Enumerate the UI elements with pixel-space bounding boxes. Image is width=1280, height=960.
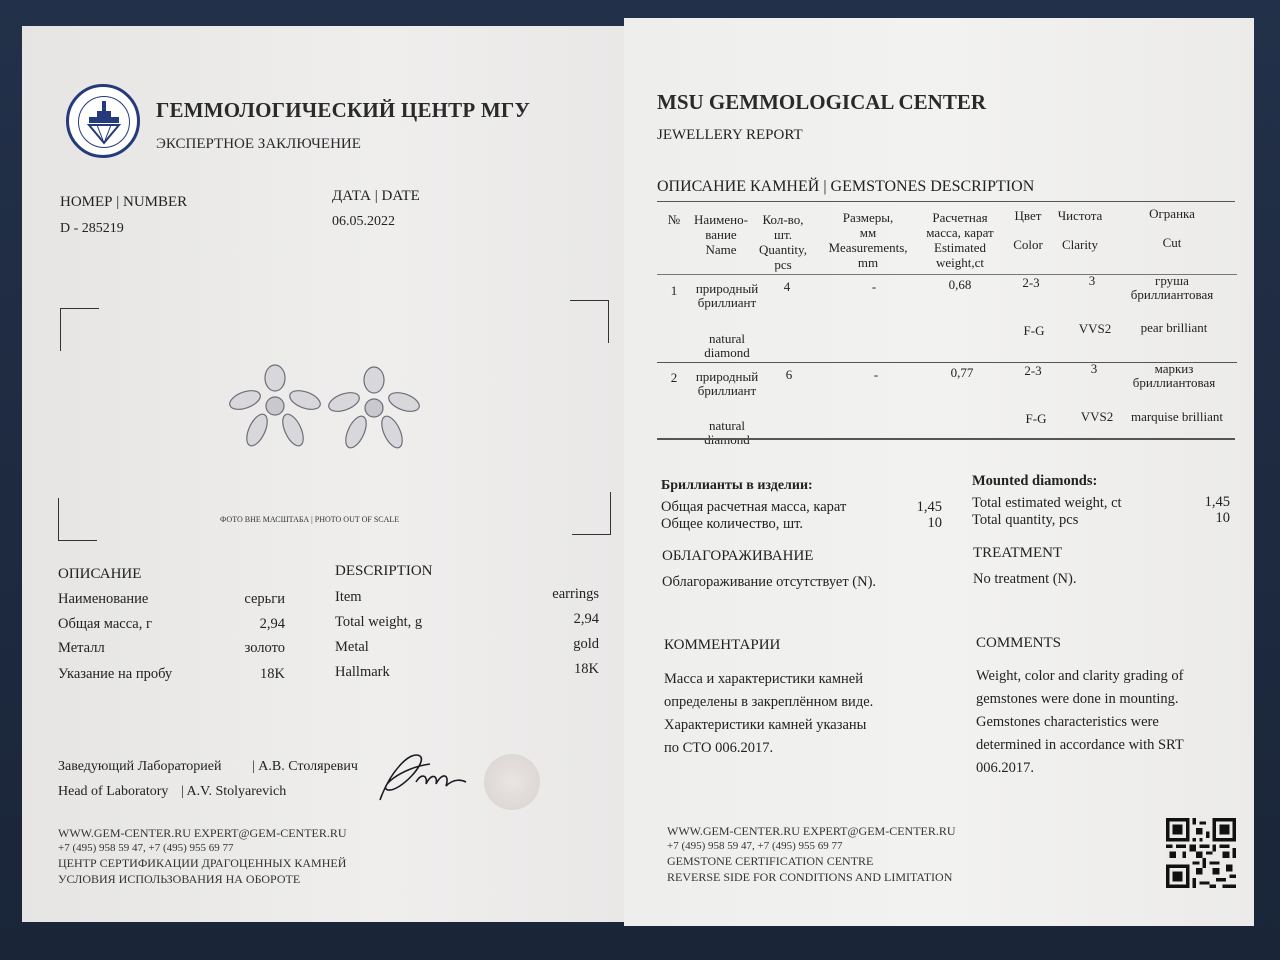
row-name-ru: природный бриллиант — [695, 369, 759, 398]
photo-frame-corner — [58, 498, 97, 541]
mounted-ru-title: Бриллианты в изделии: — [661, 478, 813, 493]
photo-frame-corner — [570, 300, 609, 343]
desc-ru-label: Наименование — [58, 591, 149, 607]
treatment-ru-title: ОБЛАГОРАЖИВАНИЕ — [662, 548, 814, 564]
mounted-en-title: Mounted diamonds: — [972, 473, 1098, 489]
comments-en-title: COMMENTS — [976, 635, 1062, 651]
desc-en-value: 18K — [574, 661, 599, 677]
mounted-en-value: 10 — [1215, 510, 1230, 526]
row-clarity-en: VVS2 — [1080, 409, 1114, 424]
footer-line: WWW.GEM-CENTER.RU EXPERT@GEM-CENTER.RU — [667, 824, 956, 838]
table-top-rule — [657, 201, 1235, 202]
desc-ru-value: 2,94 — [259, 616, 285, 632]
desc-ru-value: золото — [244, 640, 285, 656]
desc-ru-value: серьги — [244, 591, 285, 607]
earring-flower-icon — [227, 364, 323, 450]
desc-en-value: earrings — [552, 586, 599, 602]
desc-ru-value: 18K — [260, 666, 285, 682]
mounted-ru-value: 10 — [927, 515, 942, 531]
qr-code-icon — [1166, 818, 1236, 888]
mounted-en-label: Total quantity, pcs — [972, 512, 1079, 528]
row-size: - — [873, 367, 879, 382]
row-cut-ru: груша бриллиантовая — [1130, 273, 1214, 302]
photo-frame-corner — [572, 492, 611, 535]
number-value: D - 285219 — [60, 221, 124, 236]
col-weight-header: Расчетная масса, карат Estimated weight,ct — [926, 210, 994, 270]
mounted-ru-value: 1,45 — [916, 499, 942, 515]
col-no-header: № — [667, 212, 681, 227]
date-label: ДАТА | DATE — [332, 188, 420, 204]
row-cut-en: marquise brilliant — [1130, 409, 1224, 424]
left-page — [22, 26, 624, 922]
mounted-ru-label: Общее количество, шт. — [661, 516, 804, 532]
row-color-en: F-G — [1025, 411, 1047, 426]
head-of-lab-ru: Заведующий Лабораторией — [58, 759, 222, 774]
report-title-en: JEWELLERY REPORT — [657, 127, 803, 143]
comments-ru-text: Масса и характеристики камней определены в закреплённом виде. Характеристики камней указаны по СТО 006.2017. — [664, 671, 874, 756]
row-clarity-ru: 3 — [1090, 361, 1098, 376]
date-value: 06.05.2022 — [332, 214, 395, 229]
row-name-ru: природный бриллиант — [695, 281, 759, 310]
head-name-ru: | А.В. Столяревич — [252, 759, 358, 774]
org-title-en: MSU GEMMOLOGICAL CENTER — [657, 90, 987, 114]
mounted-ru-label: Общая расчетная масса, карат — [661, 499, 847, 515]
org-title-ru: ГЕММОЛОГИЧЕСКИЙ ЦЕНТР МГУ — [156, 98, 531, 122]
desc-ru-label: Металл — [58, 640, 105, 656]
desc-en-value: 2,94 — [573, 611, 599, 627]
footer-line: GEMSTONE CERTIFICATION CENTRE — [667, 854, 874, 868]
desc-en-label: Total weight, g — [335, 614, 423, 630]
col-size-header: Размеры, мм Measurements, mm — [828, 210, 908, 270]
footer-line: WWW.GEM-CENTER.RU EXPERT@GEM-CENTER.RU — [58, 826, 347, 840]
row-qty: 6 — [785, 367, 793, 382]
row-weight: 0,77 — [950, 365, 974, 380]
row-qty: 4 — [783, 279, 791, 294]
treatment-ru-text: Облагораживание отсутствует (N). — [662, 574, 877, 590]
photo-caption: ФОТО ВНЕ МАСШТАБА | PHOTO OUT OF SCALE — [220, 515, 400, 524]
footer-line: ЦЕНТР СЕРТИФИКАЦИИ ДРАГОЦЕННЫХ КАМНЕЙ — [58, 856, 347, 870]
col-color-header: Цвет Color — [1013, 208, 1043, 252]
row-no: 1 — [670, 283, 678, 298]
col-name-header: Наимено- вание Name — [694, 212, 748, 257]
right-page — [624, 18, 1254, 926]
col-qty-header: Кол-во, шт. Quantity, pcs — [759, 212, 807, 272]
desc-en-label: Metal — [335, 639, 369, 655]
row-color-ru: 2-3 — [1022, 275, 1040, 290]
desc-ru-label: Общая масса, г — [58, 616, 152, 632]
report-title-ru: ЭКСПЕРТНОЕ ЗАКЛЮЧЕНИЕ — [156, 136, 361, 152]
row-name-en: natural diamond — [704, 331, 750, 360]
footer-line: REVERSE SIDE FOR CONDITIONS AND LIMITATION — [667, 870, 953, 884]
footer-line: +7 (495) 958 59 47, +7 (495) 955 69 77 — [58, 842, 234, 854]
head-name-en: | A.V. Stolyarevich — [181, 784, 287, 799]
row-clarity-ru: 3 — [1088, 273, 1096, 288]
col-cut-header: Огранка Cut — [1149, 206, 1195, 250]
row-color-ru: 2-3 — [1024, 363, 1042, 378]
desc-en-value: gold — [573, 636, 599, 652]
mounted-en-value: 1,45 — [1204, 494, 1230, 510]
earring-flower-icon — [326, 366, 422, 452]
msu-logo-icon — [66, 84, 140, 158]
comments-en-text: Weight, color and clarity grading of gemstones were done in mounting. Gemstones characteristics were determined in accordance with SRT 006.2017. — [976, 668, 1184, 776]
photo-frame-corner — [60, 308, 99, 351]
col-clarity-header: Чистота Clarity — [1057, 208, 1103, 252]
desc-en-label: Item — [335, 589, 362, 605]
head-of-lab-en: Head of Laboratory — [58, 784, 169, 799]
row-no: 2 — [670, 370, 678, 385]
treatment-en-title: TREATMENT — [973, 545, 1063, 561]
table-bottom-rule — [657, 438, 1235, 440]
row-weight: 0,68 — [948, 277, 972, 292]
number-label: НОМЕР | NUMBER — [60, 194, 188, 210]
desc-en-label: Hallmark — [335, 664, 390, 680]
footer-line: +7 (495) 958 59 47, +7 (495) 955 69 77 — [667, 840, 843, 852]
table-title: ОПИСАНИЕ КАМНЕЙ | GEMSTONES DESCRIPTION — [657, 178, 1035, 195]
row-name-en: natural — [708, 418, 746, 433]
row-clarity-en: VVS2 — [1078, 321, 1112, 336]
signature-icon — [370, 742, 470, 808]
row-size: - — [871, 279, 877, 294]
seal-stamp-icon — [484, 754, 540, 810]
description-en-title: DESCRIPTION — [335, 563, 433, 579]
row-color-en: F-G — [1023, 323, 1045, 338]
footer-line: УСЛОВИЯ ИСПОЛЬЗОВАНИЯ НА ОБОРОТЕ — [58, 872, 301, 886]
row-cut-ru: маркиз бриллиантовая — [1132, 361, 1216, 390]
desc-ru-label: Указание на пробу — [58, 666, 173, 682]
row-cut-en: pear brilliant — [1140, 320, 1208, 335]
mounted-en-label: Total estimated weight, ct — [972, 495, 1122, 511]
comments-ru-title: КОММЕНТАРИИ — [664, 637, 781, 653]
description-ru-title: ОПИСАНИЕ — [58, 566, 142, 582]
treatment-en-text: No treatment (N). — [973, 571, 1077, 587]
